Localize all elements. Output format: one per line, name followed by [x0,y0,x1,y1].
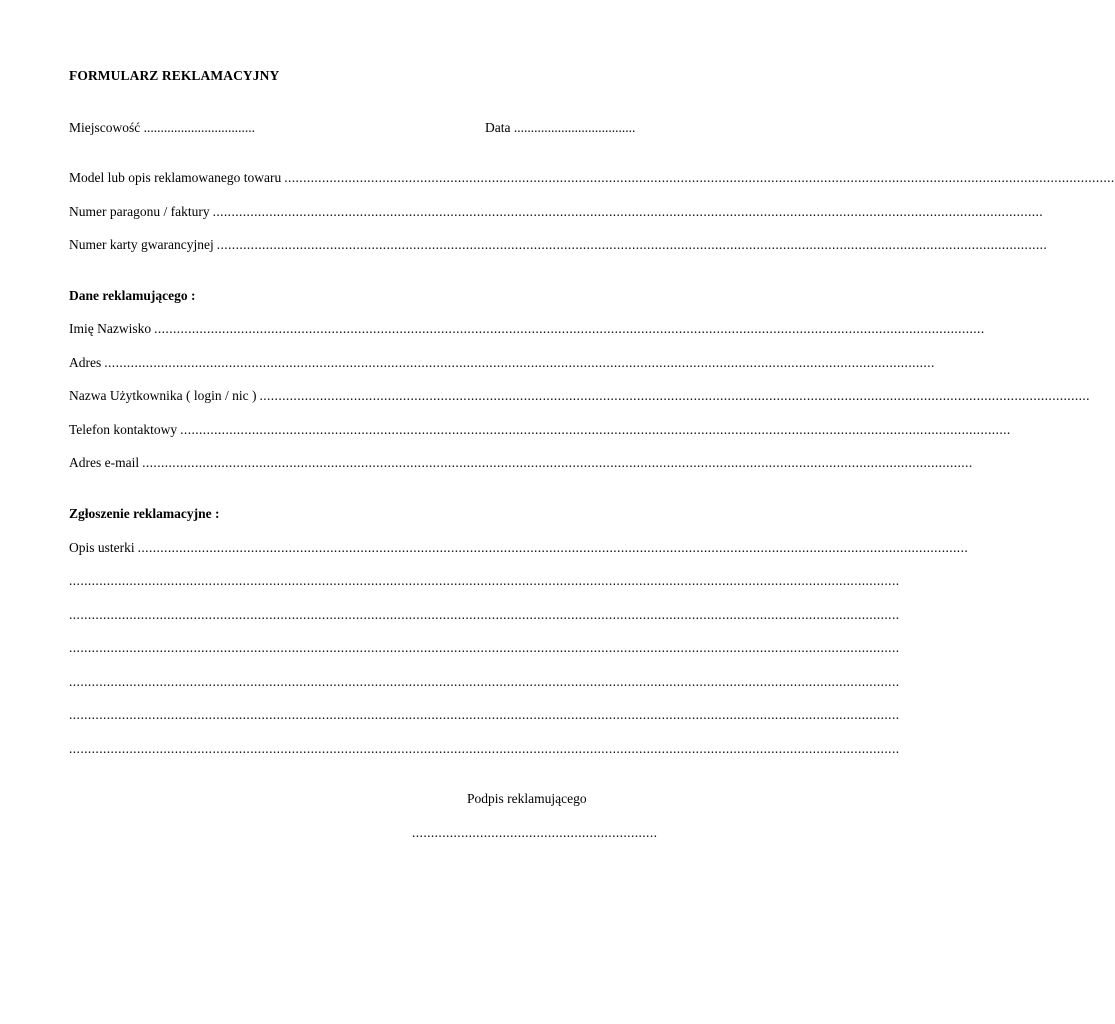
email-label: Adres e-mail [69,454,142,472]
phone-label: Telefon kontaktowy [69,421,180,439]
model-field[interactable] [69,169,1115,187]
form-title: FORMULARZ REKLAMACYJNY [69,68,280,83]
username-field[interactable] [69,387,1090,405]
warranty-label: Numer karty gwarancyjnej [69,236,217,254]
dotted-line: ............................................................................................................................................................................................................................ [259,388,1090,403]
phone-field[interactable] [69,421,1011,439]
address-label: Adres [69,354,104,372]
signature-label: Podpis reklamującego [467,791,587,806]
dotted-line: ............................................................................................................................................................................................................................ [69,741,900,756]
date-field[interactable] [485,119,635,137]
place-label: Miejscowość [69,120,141,135]
date-dots: .................................... [513,120,636,135]
dotted-line: ............................................................................................................................................................................................................................ [137,540,969,555]
defect-line[interactable] [69,606,900,624]
defect-line[interactable] [69,706,900,724]
dotted-line: ............................................................................................................................................................................................................................ [284,170,1115,185]
warranty-field[interactable] [69,236,1048,254]
date-label: Data [485,120,511,135]
dotted-line: ............................................................................................................................................................................................................................ [212,204,1044,219]
dotted-line: ............................................................................................................................................................................................................................ [154,321,985,336]
dotted-line: ............................................................................................................................................................................................................................ [142,455,973,470]
defect-line[interactable] [69,673,900,691]
name-label: Imię Nazwisko [69,320,154,338]
model-label: Model lub opis reklamowanego towaru [69,169,284,187]
address-field[interactable] [69,354,935,372]
complaint-heading: Zgłoszenie reklamacyjne : [69,506,220,521]
place-field[interactable] [69,119,255,137]
defect-line[interactable] [69,639,900,657]
name-field[interactable] [69,320,985,338]
email-field[interactable] [69,454,973,472]
defect-line[interactable] [69,572,900,590]
dotted-line: ............................................................................................................................................................................................................................ [180,422,1011,437]
dotted-line: ............................................................................................................................................................................................................................ [69,707,900,722]
claimant-heading: Dane reklamującego : [69,288,196,303]
dotted-line: ............................................................................................................................................................................................................................ [69,573,900,588]
dotted-line: ............................................................................................................................................................................................................................ [69,640,900,655]
defect-line[interactable] [69,740,900,758]
username-label: Nazwa Użytkownika ( login / nic ) [69,387,259,405]
receipt-label: Numer paragonu / faktury [69,203,213,221]
dotted-line: ............................................................................................................................................................................................................................ [69,607,900,622]
receipt-field[interactable] [69,203,1044,221]
place-dots: ................................. [143,120,255,135]
signature-line[interactable]: ................................................................. [412,825,658,840]
dotted-line: ............................................................................................................................................................................................................................ [104,355,935,370]
defect-field[interactable] [69,539,969,557]
dotted-line: ............................................................................................................................................................................................................................ [69,674,900,689]
defect-label: Opis usterki [69,539,138,557]
dotted-line: ............................................................................................................................................................................................................................ [216,237,1048,252]
